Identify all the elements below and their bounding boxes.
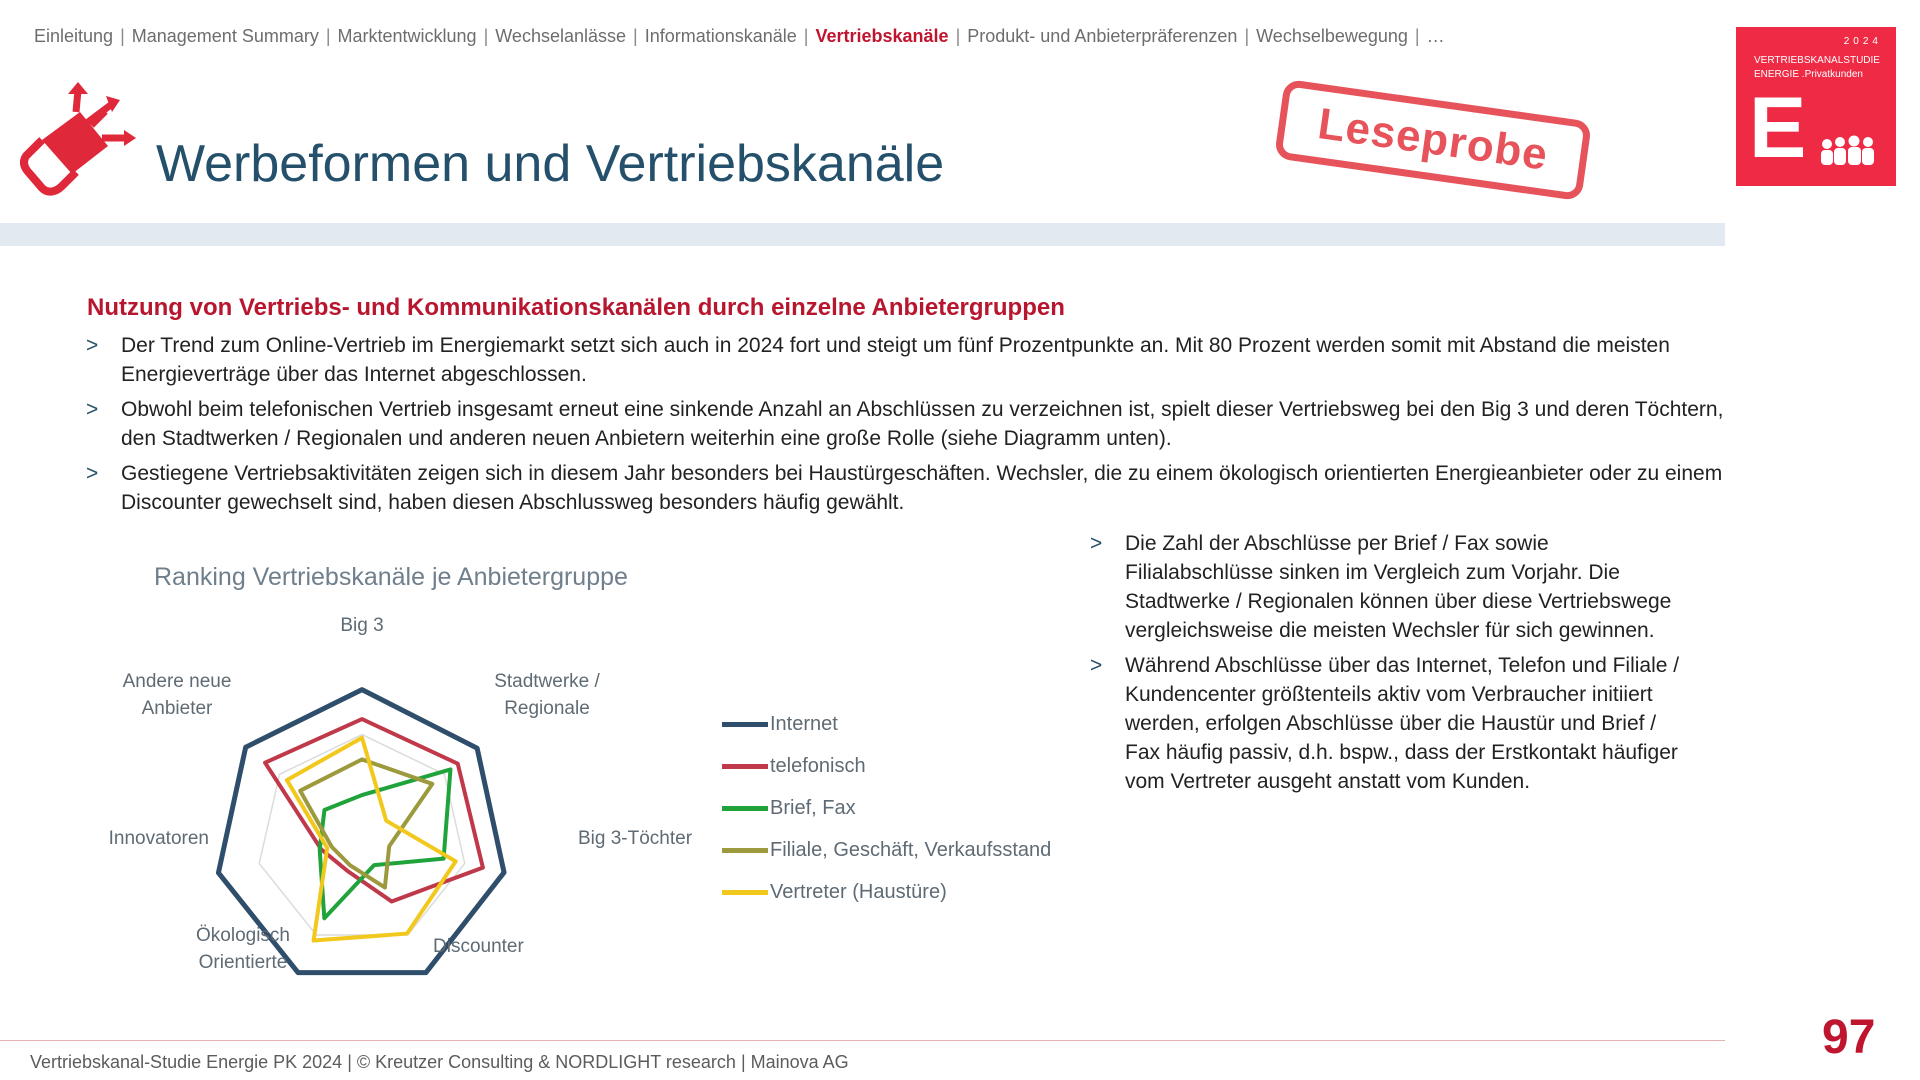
nav-separator: |	[955, 26, 961, 46]
radar-axis-label-line: Big 3-Töchter	[578, 828, 693, 849]
legend-label: telefonisch	[770, 754, 866, 777]
nav-separator: |	[803, 26, 809, 46]
chart-legend	[722, 703, 1051, 913]
logo-year: 2024	[1843, 36, 1882, 47]
radar-axis-label-line: Stadtwerke /	[494, 671, 600, 692]
bullet-marker: >	[86, 398, 99, 421]
radar-axis-label	[123, 671, 232, 719]
bullet-marker: >	[1090, 532, 1103, 555]
legend-item	[722, 871, 1051, 913]
legend-item	[722, 787, 1051, 829]
bullet-text: Die Zahl der Abschlüsse per Brief / Fax sowie Filialabschlüsse sinken im Vergleich zum Vorjahr. Die Stadtwerke / Regionalen können über diese Vertriebswege vergleichsweise die meisten Wechsler für sich gewinnen.	[1125, 532, 1672, 642]
nav-item[interactable]: Marktentwicklung	[337, 26, 477, 46]
sample-stamp	[1274, 79, 1592, 201]
legend-swatch	[722, 764, 768, 769]
bullet-item	[86, 331, 1726, 389]
bullet-marker: >	[86, 334, 99, 357]
radar-axis-label	[494, 671, 600, 719]
radar-axis-label-line: Orientierte	[198, 952, 288, 973]
radar-chart	[60, 600, 700, 990]
nav-item[interactable]: Produkt- und Anbieterpräferenzen	[967, 26, 1238, 46]
radar-axis-label-line: Andere neue	[122, 671, 232, 692]
legend-item	[722, 703, 1051, 745]
legend-swatch	[722, 890, 768, 895]
top-navigation	[34, 26, 1445, 47]
nav-separator: |	[1414, 26, 1420, 46]
nav-separator: |	[483, 26, 489, 46]
sales-channels-icon	[20, 82, 138, 203]
nav-separator: |	[120, 26, 125, 46]
radar-axis-label-line: Big 3	[340, 615, 384, 636]
radar-axis-label-line: Regionale	[504, 698, 590, 719]
radar-axis-label-line: Discounter	[433, 936, 524, 957]
nav-separator: |	[633, 26, 638, 46]
bullet-text: Gestiegene Vertriebsaktivitäten zeigen sich in diesem Jahr besonders bei Haustürgeschäften. Wechsler, die zu einem ökologisch orientierten Energieanbieter oder zu einem Discounter gewechselt sind, haben diesen Abschlussweg besonders häufig gewählt.	[121, 462, 1723, 514]
nav-item[interactable]: Wechselbewegung	[1256, 26, 1408, 46]
stamp-text: Leseprobe	[1315, 99, 1552, 180]
radar-grid	[259, 735, 465, 935]
logo-line-1: VERTRIEBSKANALSTUDIE	[1754, 55, 1880, 66]
bullet-marker: >	[1090, 654, 1103, 677]
radar-axis-label	[578, 828, 693, 849]
side-bullet-list	[1090, 529, 1690, 802]
legend-label: Brief, Fax	[770, 796, 856, 819]
nav-item[interactable]: …	[1426, 26, 1445, 46]
radar-axis-label-line: Anbieter	[141, 698, 213, 719]
people-icon	[1818, 135, 1880, 167]
footer-divider	[0, 1040, 1725, 1041]
bullet-text: Obwohl beim telefonischen Vertrieb insgesamt erneut eine sinkende Anzahl an Abschlüssen zu verzeichnen ist, spielt dieser Vertriebsweg bei den Big 3 und deren Töchtern, den Stadtwerken / Regionalen und anderen neuen Anbietern weiterhin eine große Rolle (siehe Diagramm unten).	[121, 398, 1724, 450]
bullet-item	[86, 395, 1726, 453]
nav-item[interactable]: Einleitung	[34, 26, 114, 46]
legend-label: Filiale, Geschäft, Verkaufsstand	[770, 838, 1052, 861]
radar-axis-label	[433, 936, 524, 957]
chart-title: Ranking Vertriebskanäle je Anbietergruppe	[154, 563, 628, 591]
radar-axis-label	[196, 925, 290, 973]
radar-axis-labels	[109, 615, 693, 973]
bullet-item	[86, 459, 1726, 517]
legend-item	[722, 829, 1051, 871]
logo-line-2: ENERGIE .Privatkunden	[1754, 69, 1863, 80]
radar-axis-label-line: Ökologisch	[196, 925, 290, 946]
bullet-item	[1090, 529, 1690, 645]
section-heading: Nutzung von Vertriebs- und Kommunikationskanälen durch einzelne Anbietergruppen	[87, 294, 1065, 321]
title-divider-band	[0, 223, 1725, 246]
legend-swatch	[722, 848, 768, 853]
legend-swatch	[722, 806, 768, 811]
logo-letter: E	[1749, 80, 1807, 176]
radar-series-telefonisch	[265, 719, 483, 901]
study-logo	[1736, 27, 1896, 186]
legend-label: Internet	[770, 712, 838, 735]
main-bullet-list	[86, 331, 1726, 523]
bullet-marker: >	[86, 462, 99, 485]
nav-item[interactable]: Vertriebskanäle	[815, 26, 949, 46]
footer-text: Vertriebskanal-Studie Energie PK 2024 | © Kreutzer Consulting & NORDLIGHT research | Mainova AG	[30, 1052, 849, 1072]
bullet-text: Der Trend zum Online-Vertrieb im Energiemarkt setzt sich auch in 2024 fort und steigt um fünf Prozentpunkte an. Mit 80 Prozent werden somit mit Abstand die meisten Energieverträge über das Internet abgeschlossen.	[121, 334, 1670, 386]
bullet-text: Während Abschlüsse über das Internet, Telefon und Filiale / Kundencenter größtenteils aktiv vom Verbraucher initiiert werden, erfolgen Abschlüsse über die Haustür und Brief / Fax häufig passiv, d.h. bspw., dass der Erstkontakt häufiger vom Vertreter ausgeht anstatt vom Kunden.	[1125, 654, 1680, 793]
legend-swatch	[722, 722, 768, 727]
radar-axis-label	[340, 615, 383, 636]
nav-item[interactable]: Wechselanlässe	[495, 26, 627, 46]
page-title: Werbeformen und Vertriebskanäle	[156, 135, 945, 193]
nav-item[interactable]: Management Summary	[131, 26, 319, 46]
page-number: 97	[1822, 1011, 1876, 1064]
bullet-item	[1090, 651, 1690, 796]
radar-grid-ring	[259, 735, 465, 935]
radar-axis-label	[109, 828, 209, 849]
legend-item	[722, 745, 1051, 787]
nav-separator: |	[325, 26, 331, 46]
nav-item[interactable]: Informationskanäle	[644, 26, 797, 46]
legend-label: Vertreter (Haustüre)	[770, 880, 947, 903]
nav-separator: |	[1244, 26, 1250, 46]
radar-axis-label-line: Innovatoren	[108, 828, 209, 849]
